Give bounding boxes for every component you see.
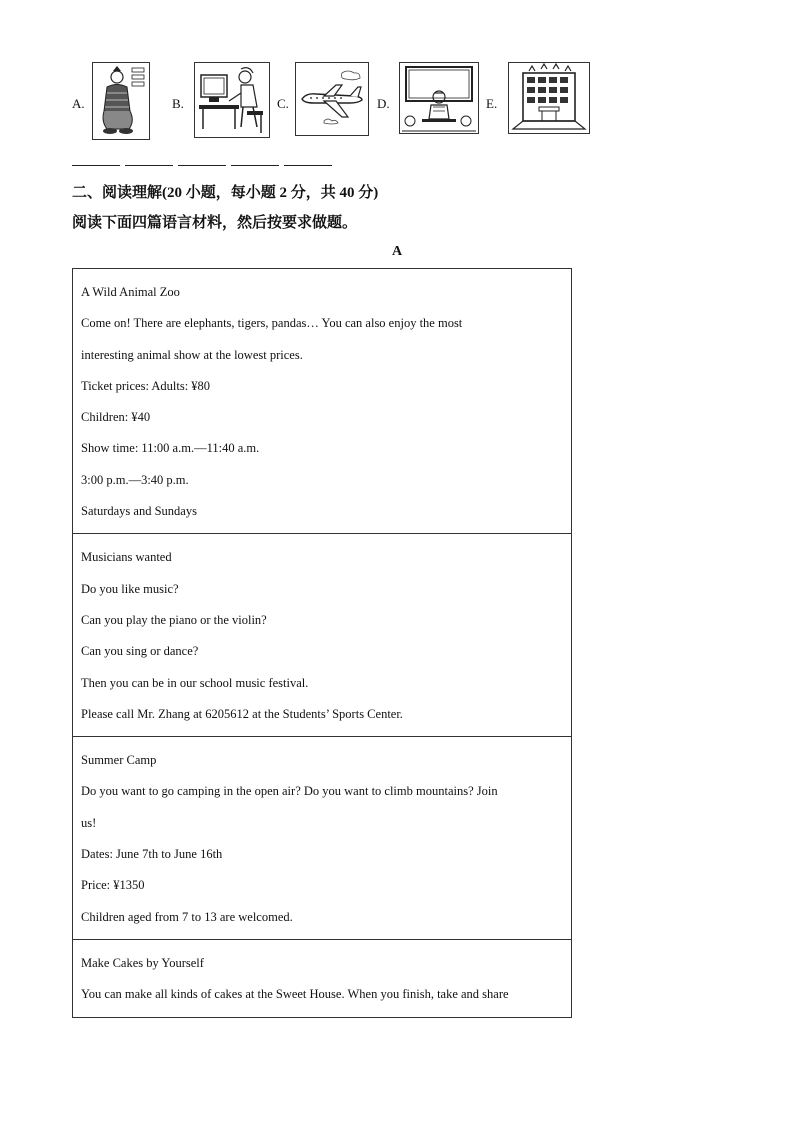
ad-cell-summer-camp bbox=[73, 736, 571, 939]
classroom-teacher-icon bbox=[399, 62, 479, 134]
ad-line: interesting animal show at the lowest prices. bbox=[81, 347, 303, 362]
option-letter: A. bbox=[72, 96, 85, 111]
terracotta-warrior-icon bbox=[92, 62, 150, 140]
answer-blank[interactable] bbox=[231, 165, 279, 166]
computer-user-icon bbox=[194, 62, 270, 138]
ad-line: Can you sing or dance? bbox=[81, 644, 199, 659]
ad-line: us! bbox=[81, 815, 97, 830]
option-letter: B. bbox=[172, 96, 184, 111]
instruction-text: 阅读下面四篇语言材料，然后按要求做题。 bbox=[72, 215, 358, 231]
ad-line: Saturdays and Sundays bbox=[81, 504, 197, 519]
ad-line: Can you play the piano or the violin? bbox=[81, 612, 267, 627]
part-label: A bbox=[391, 244, 403, 259]
ad-table bbox=[72, 268, 572, 1018]
ad-title: Summer Camp bbox=[81, 753, 157, 768]
building-icon bbox=[508, 62, 590, 134]
answer-blank[interactable] bbox=[72, 165, 120, 166]
ad-line: You can make all kinds of cakes at the Sweet House. When you finish, take and share bbox=[81, 987, 509, 1002]
option-letter: D. bbox=[377, 96, 390, 111]
ad-cell-musicians bbox=[73, 533, 571, 736]
ad-cell-cakes bbox=[73, 939, 571, 1017]
ad-line: Dates: June 7th to June 16th bbox=[81, 847, 223, 862]
option-letter: C. bbox=[277, 96, 289, 111]
ad-line: Children aged from 7 to 13 are welcomed. bbox=[81, 909, 293, 924]
ad-title: Make Cakes by Yourself bbox=[81, 955, 204, 970]
airplane-icon bbox=[295, 62, 369, 136]
ad-line: 3:00 p.m.—3:40 p.m. bbox=[81, 472, 189, 487]
ad-line: Price: ¥1350 bbox=[81, 878, 145, 893]
picture-options bbox=[72, 62, 612, 142]
option-letter: E. bbox=[486, 96, 498, 111]
ad-line: Ticket prices: Adults: ¥80 bbox=[81, 378, 211, 393]
ad-line: Please call Mr. Zhang at 6205612 at the Students’ Sports Center. bbox=[81, 706, 403, 721]
answer-blanks bbox=[72, 165, 334, 167]
ad-line: Do you want to go camping in the open air? Do you want to climb mountains? Join bbox=[81, 784, 498, 799]
section-title: 二、阅读理解(20 小题，每小题 2 分，共 40 分) bbox=[72, 185, 379, 201]
answer-blank[interactable] bbox=[178, 165, 226, 166]
ad-line: Show time: 11:00 a.m.—11:40 a.m. bbox=[81, 441, 260, 456]
ad-line: Then you can be in our school music festival. bbox=[81, 675, 309, 690]
ad-cell-zoo bbox=[73, 269, 571, 533]
ad-title: A Wild Animal Zoo bbox=[81, 285, 180, 299]
ad-line: Children: ¥40 bbox=[81, 410, 151, 425]
answer-blank[interactable] bbox=[284, 165, 332, 166]
answer-blank[interactable] bbox=[125, 165, 173, 166]
ad-title: Musicians wanted bbox=[81, 550, 172, 565]
ad-line: Do you like music? bbox=[81, 581, 179, 596]
ad-line: Come on! There are elephants, tigers, pandas… You can also enjoy the most bbox=[81, 316, 463, 331]
